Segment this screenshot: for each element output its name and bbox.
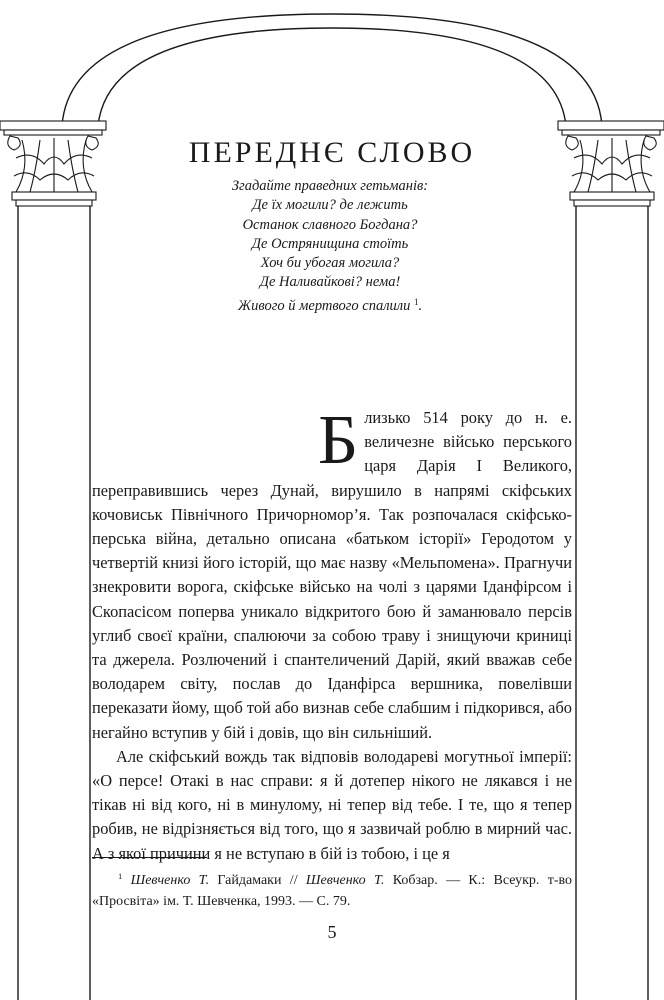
footnote-divider — [92, 857, 207, 858]
footnote-author: Шевченко Т. — [305, 873, 385, 888]
paragraph-text: лизько 514 року до н. е. величезне військо перського царя Дарія І Великого, переправившись через Дунай, вирушило в напрямі скіфських кочовиськ Північного Причорномор’я. Так розпочалася скіфсько-перська війна, детально описана «батьком історії» Геродотом у четвертій книзі його історій, що має назву «Мельпомена». Прагнучи знекровити ворога, скіфське військо на чолі з царями Іданфірсом і Скопасісом поперва уникало відкритого бою й заманювало персів углиб своєї країни, спалюючи за собою траву і знищуючи криниці та джерела. Розлючений і спантеличений Дарій, який вважав себе володарем світу, послав до Іданфірса вершника, повелівши переказати йому, щоб той або визнав себе слабшим і підкорився, або негайно вступив у бій і довів, що він сильніший. — [92, 408, 572, 742]
left-column-shaft — [18, 206, 90, 1000]
paragraph: Але скіфський вождь так відповів володареві могутньої імперії: «О персе! Отакі в нас справи: я й дотепер нікого не лякався і не тікав ні від кого, ні в минулому, ні тепер від тебе. І те, що я тепер робив, не відрізняється від того, що я зазвичай роблю в мирний час. А з якої причини я не вступаю в бій із тобою, і це я — [92, 746, 572, 863]
footnote-author: Шевченко Т. — [130, 873, 210, 888]
epigraph — [180, 177, 480, 316]
arch-outer — [62, 14, 602, 126]
epigraph-end-punct: . — [418, 297, 423, 314]
epigraph-line: Хоч би убогая могила? — [260, 255, 400, 272]
page-number: 5 — [327, 922, 337, 942]
footnote-text: Гайдамаки // — [209, 873, 306, 888]
right-column-shaft — [576, 206, 648, 1000]
drop-cap: Б — [318, 402, 359, 479]
epigraph-line-last — [180, 293, 480, 316]
epigraph-line: Де їх могили? де лежить — [252, 197, 408, 214]
arch-inner — [98, 28, 566, 126]
epigraph-line-text: Живого й мертвого спалили — [237, 297, 411, 314]
paragraph — [92, 402, 572, 745]
epigraph-line: Останок славного Богдана? — [242, 216, 418, 233]
epigraph-line: Згадайте праведних гетьманів: — [231, 178, 429, 194]
footnote-number: 1 — [118, 871, 123, 881]
footnote — [92, 866, 572, 912]
chapter-title: ПЕРЕДНЄ СЛОВО — [188, 136, 476, 170]
footnote-text: Кобзар. — К.: Всеукр. т-во «Просвіта» ім. Т. Шевченка, 1993. — С. 79. — [92, 873, 572, 909]
epigraph-line: Де Острянищина стоїть — [251, 235, 409, 252]
epigraph-line: Де Наливайкові? нема! — [259, 274, 401, 291]
body-text — [92, 402, 572, 866]
epigraph-footnote-ref[interactable]: 1 — [413, 296, 419, 307]
